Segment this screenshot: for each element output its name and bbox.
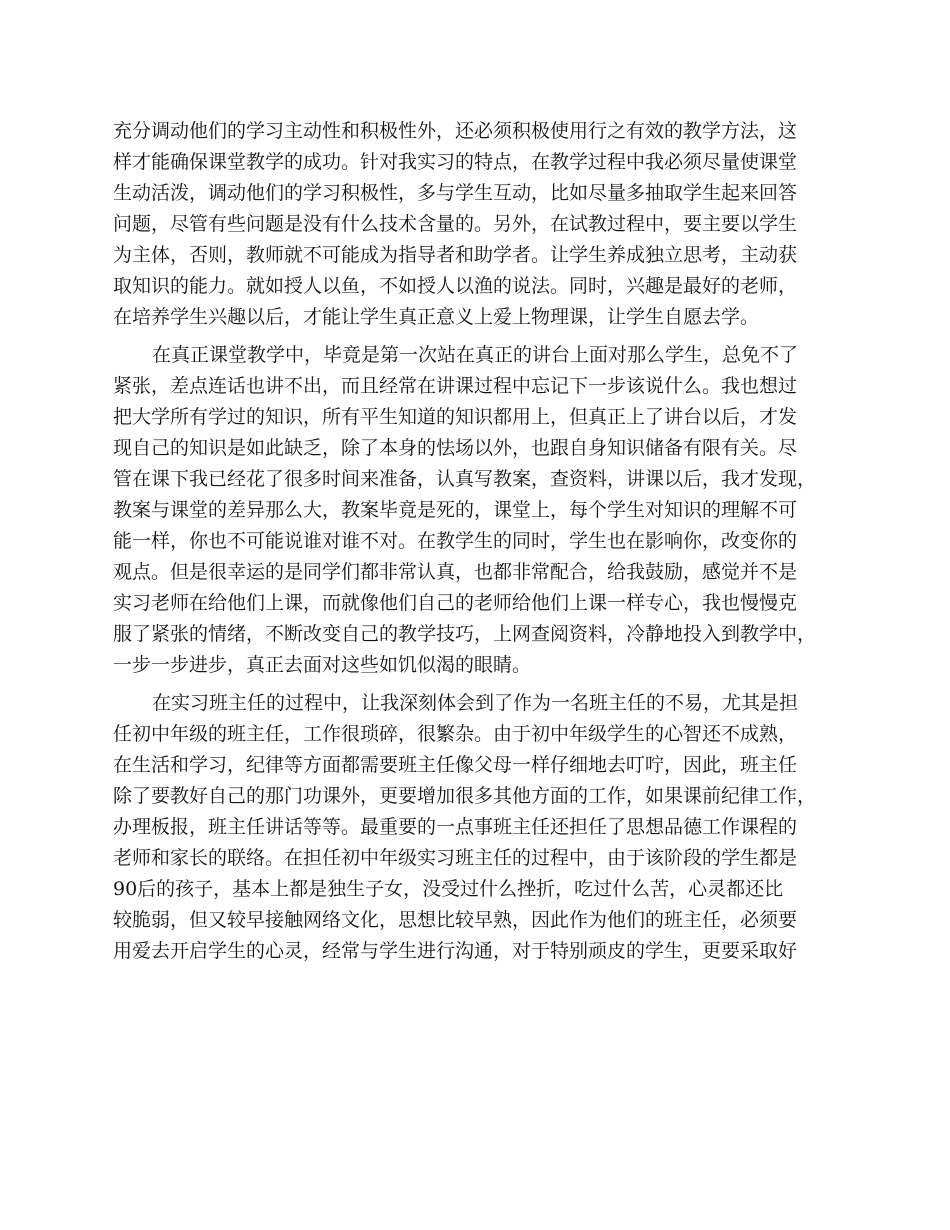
- text-line: 教案与课堂的差异那么大，教案毕竟是死的，课堂上，每个学生对知识的理解不可: [113, 499, 798, 521]
- text-line: 在生活和学习，纪律等方面都需要班主任像父母一样仔细地去叮咛，因此，班主任: [113, 754, 798, 776]
- text-line: 生动活泼，调动他们的学习积极性，多与学生互动，比如尽量多抽取学生起来回答: [113, 182, 798, 204]
- text-line: 在实习班主任的过程中，让我深刻体会到了作为一名班主任的不易，尤其是担: [152, 692, 799, 714]
- text-line: 紧张，差点连话也讲不出，而且经常在讲课过程中忘记下一步该说什么。我也想过: [113, 375, 798, 397]
- text-line: 观点。但是很幸运的是同学们都非常认真，也都非常配合，给我鼓励，感觉并不是: [113, 561, 798, 583]
- text-line: 管在课下我已经花了很多时间来准备，认真写教案，查资料，讲课以后，我才发现，: [113, 468, 817, 490]
- text-line: 样才能确保课堂教学的成功。针对我实习的特点，在教学过程中我必须尽量使课堂: [113, 151, 798, 173]
- text-line: 能一样，你也不可能说谁对谁不对。在教学生的同时，学生也在影响你，改变你的: [113, 530, 798, 552]
- text-line: 把大学所有学过的知识，所有平生知道的知识都用上，但真正上了讲台以后，才发: [113, 406, 798, 428]
- text-line: 老师和家长的联络。在担任初中年级实习班主任的过程中，由于该阶段的学生都是: [113, 847, 798, 869]
- text-line: 取知识的能力。就如授人以鱼，不如授人以渔的说法。同时，兴趣是最好的老师，: [113, 275, 798, 297]
- text-line: 90后的孩子，基本上都是独生子女，没受过什么挫折，吃过什么苦，心灵都还比: [113, 878, 784, 900]
- text-line: 用爱去开启学生的心灵，经常与学生进行沟通，对于特别顽皮的学生，更要采取好: [113, 940, 798, 962]
- text-line: 在真正课堂教学中，毕竟是第一次站在真正的讲台上面对那么学生，总免不了: [152, 344, 799, 366]
- text-line: 一步一步进步，真正去面对这些如饥似渴的眼睛。: [113, 654, 532, 676]
- text-line: 办理板报，班主任讲话等等。最重要的一点事班主任还担任了思想品德工作课程的: [113, 816, 798, 838]
- text-line: 实习老师在给他们上课，而就像他们自己的老师给他们上课一样专心，我也慢慢克: [113, 592, 798, 614]
- text-line: 除了要教好自己的那门功课外，更要增加很多其他方面的工作，如果课前纪律工作，: [113, 785, 817, 807]
- text-line: 在培养学生兴趣以后，才能让学生真正意义上爱上物理课，让学生自愿去学。: [113, 306, 760, 328]
- text-line: 任初中年级的班主任，工作很琐碎，很繁杂。由于初中年级学生的心智还不成熟，: [113, 723, 798, 745]
- text-line: 问题，尽管有些问题是没有什么技术含量的。另外，在试教过程中，要主要以学生: [113, 213, 798, 235]
- text-line: 现自己的知识是如此缺乏，除了本身的怯场以外，也跟自身知识储备有限有关。尽: [113, 437, 798, 459]
- text-line: 为主体，否则，教师就不可能成为指导者和助学者。让学生养成独立思考，主动获: [113, 244, 798, 266]
- text-line: 服了紧张的情绪，不断改变自己的教学技巧，上网查阅资料，冷静地投入到教学中，: [113, 623, 817, 645]
- text-line: 充分调动他们的学习主动性和积极性外，还必须积极使用行之有效的教学方法，这: [113, 120, 798, 142]
- text-line: 较脆弱，但又较早接触网络文化，思想比较早熟，因此作为他们的班主任，必须要: [113, 909, 798, 931]
